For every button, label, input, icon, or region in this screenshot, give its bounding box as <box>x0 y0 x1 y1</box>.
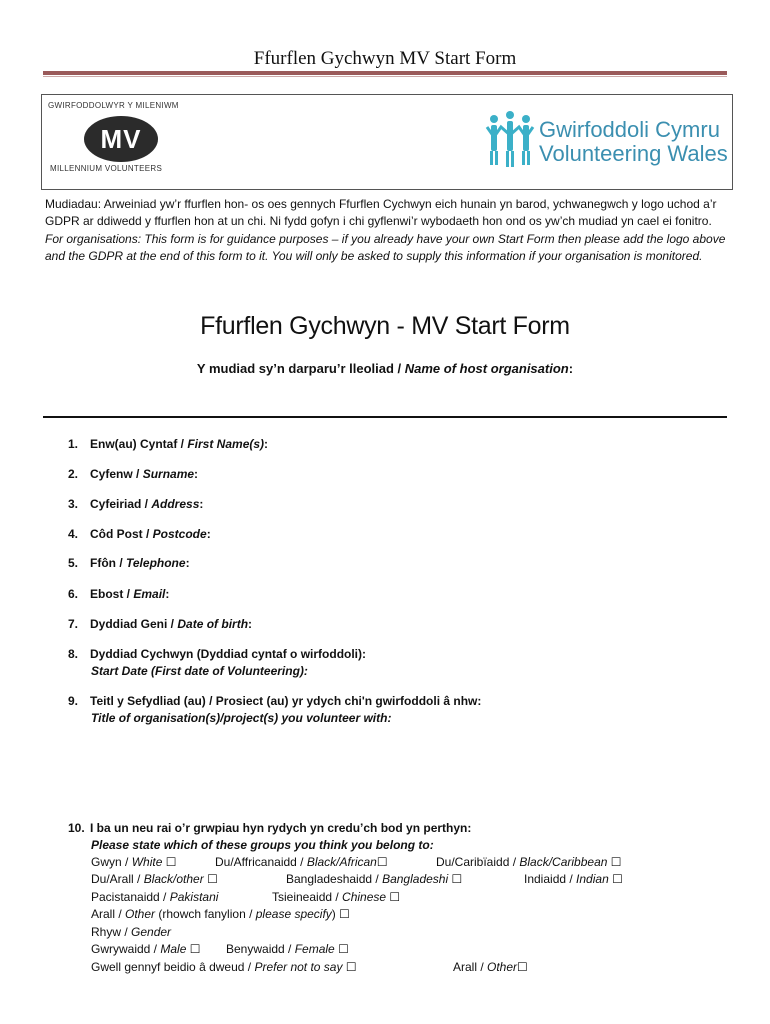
checkbox-icon[interactable]: ☐ <box>165 855 177 869</box>
option-indian[interactable] <box>524 872 623 886</box>
option-english: Prefer not to say <box>254 960 343 974</box>
intro-paragraph <box>45 196 735 266</box>
q-num: 4. <box>68 527 79 541</box>
option-male[interactable] <box>91 942 200 956</box>
option-black-african[interactable] <box>215 855 388 869</box>
question-start-date-english: Start Date (First date of Volunteering): <box>91 664 308 678</box>
option-welsh: Benywaidd / <box>226 942 295 956</box>
checkbox-icon[interactable]: ☐ <box>451 872 463 886</box>
q-welsh: Enw(au) Cyntaf / <box>90 437 188 451</box>
option-pakistani[interactable] <box>91 890 218 904</box>
q-num: 9. <box>68 694 79 708</box>
checkbox-icon[interactable]: ☐ <box>189 942 201 956</box>
q-welsh: Ebost / <box>90 587 134 601</box>
question-date-of-birth <box>68 617 252 631</box>
q-english: First Name(s) <box>187 437 265 451</box>
checkbox-icon[interactable]: ☐ <box>339 907 350 921</box>
option-welsh: Tsieineaidd / <box>272 890 343 904</box>
question-ethnic-group-english: Please state which of these groups you think you belong to: <box>91 838 434 852</box>
header-rule-thin <box>43 76 727 77</box>
question-email <box>68 587 169 601</box>
checkbox-icon[interactable]: ☐ <box>345 960 357 974</box>
q-english: Telephone <box>126 556 186 570</box>
option-english: Other <box>125 907 156 921</box>
header-rule <box>43 71 727 75</box>
mv-logo-mark: MV <box>84 116 158 162</box>
option-black-caribbean[interactable] <box>436 855 622 869</box>
q-num: 10. <box>68 821 85 835</box>
option-bangladeshi[interactable] <box>286 872 462 886</box>
q-end: : <box>264 437 269 451</box>
option-gender-other[interactable] <box>453 960 528 974</box>
checkbox-icon[interactable]: ☐ <box>389 890 401 904</box>
vw-logo-welsh: Gwirfoddoli Cymru <box>539 117 720 142</box>
q-welsh: Teitl y Sefydliad (au) / Prosiect (au) yr ydych chi'n gwirfoddoli â nhw: <box>90 694 482 708</box>
gender-english: Gender <box>131 925 172 939</box>
option-welsh: Gwyn / <box>91 855 132 869</box>
question-ethnic-group <box>68 821 471 835</box>
option-english: Chinese <box>342 890 387 904</box>
host-english: Name of host organisation <box>404 361 569 376</box>
q-end: : <box>194 467 199 481</box>
checkbox-icon[interactable]: ☐ <box>376 855 388 869</box>
option-english: Black/African <box>306 855 377 869</box>
q-num: 3. <box>68 497 79 511</box>
option-welsh: Pacistanaidd / <box>91 890 170 904</box>
option-other-detail: (rhowch fanylion / <box>155 907 256 921</box>
option-female[interactable] <box>226 942 349 956</box>
option-other-specify: please specify <box>255 907 332 921</box>
q-num: 5. <box>68 556 79 570</box>
header-title: Ffurflen Gychwyn MV Start Form <box>253 48 517 69</box>
q-welsh: Côd Post / <box>90 527 153 541</box>
option-welsh: Gwrywaidd / <box>91 942 161 956</box>
option-english: Female <box>294 942 335 956</box>
q-num: 2. <box>68 467 79 481</box>
option-welsh: Du/Caribïaidd / <box>436 855 520 869</box>
option-welsh: Indiaidd / <box>524 872 577 886</box>
question-organisation-title-english: Title of organisation(s)/project(s) you volunteer with: <box>91 711 392 725</box>
q-welsh: Cyfenw / <box>90 467 143 481</box>
option-welsh: Arall / <box>453 960 488 974</box>
gender-welsh: Rhyw / <box>91 925 132 939</box>
question-address <box>68 497 203 511</box>
q-welsh: Ffôn / <box>90 556 126 570</box>
option-black-other[interactable] <box>91 872 218 886</box>
option-english: Other <box>487 960 518 974</box>
q-end: : <box>185 556 190 570</box>
option-english: Pakistani <box>169 890 219 904</box>
question-first-name <box>68 437 268 451</box>
q-num: 7. <box>68 617 79 631</box>
option-english: Black/Caribbean <box>519 855 608 869</box>
q-end: : <box>199 497 204 511</box>
host-colon: : <box>568 361 574 376</box>
logo-banner <box>41 94 733 190</box>
q-num: 8. <box>68 647 79 661</box>
mv-logo-top-text: GWIRFODDOLWYR Y MILENIWM <box>48 101 179 110</box>
checkbox-icon[interactable]: ☐ <box>612 872 623 886</box>
q-english: Email <box>133 587 166 601</box>
checkbox-icon[interactable]: ☐ <box>338 942 349 956</box>
q-welsh: I ba un neu rai o’r grwpiau hyn rydych yn credu’ch bod yn perthyn: <box>90 821 472 835</box>
q-end: : <box>165 587 170 601</box>
q-num: 1. <box>68 437 79 451</box>
q-english: Date of birth <box>177 617 249 631</box>
q-num: 6. <box>68 587 79 601</box>
host-welsh: Y mudiad sy’n darparu’r lleoliad / <box>196 361 405 376</box>
form-title: Ffurflen Gychwyn - MV Start Form <box>200 312 570 340</box>
option-english: Indian <box>576 872 609 886</box>
option-welsh: Du/Arall / <box>91 872 144 886</box>
option-english: Bangladeshi <box>382 872 449 886</box>
question-surname <box>68 467 198 481</box>
q-end: : <box>248 617 253 631</box>
q-welsh: Dyddiad Cychwyn (Dyddiad cyntaf o wirfoddoli): <box>90 647 367 661</box>
q-english: Address <box>151 497 200 511</box>
mv-logo-bottom-text: MILLENNIUM VOLUNTEERS <box>50 164 163 173</box>
q-welsh: Dyddiad Geni / <box>90 617 178 631</box>
option-prefer-not-to-say[interactable] <box>91 960 357 974</box>
option-chinese[interactable] <box>272 890 400 904</box>
option-english: White <box>131 855 163 869</box>
host-org-label <box>0 361 770 376</box>
option-welsh: Bangladeshaidd / <box>286 872 383 886</box>
intro-welsh: Mudiadau: Arweiniad yw’r ffurflen hon- os oes gennych Ffurflen Cychwyn eich hunain yn barod, ychwanegwch y logo uchod a’r GDPR ar ddiwedd y ffurflen hon at un chi. Ni fydd gofyn i chi gyflenwi’r wybodaeth hon ond os yw’ch mudiad yn cael ei fonitro. <box>45 197 717 229</box>
q-english: Postcode <box>152 527 207 541</box>
question-start-date <box>68 647 366 661</box>
question-organisation-title <box>68 694 481 708</box>
option-other-close: ) <box>331 907 336 921</box>
gender-label <box>91 925 171 939</box>
intro-english: For organisations: This form is for guidance purposes – if you already have your own Start Form then please add the logo above and the GDPR at the end of this form to it. You will only be asked to supply this information if your organisation is monitored. <box>45 231 726 264</box>
host-org-input-line[interactable] <box>43 416 727 418</box>
q-english: Surname <box>142 467 195 481</box>
question-telephone <box>68 556 190 570</box>
option-white[interactable] <box>91 855 176 869</box>
vw-logo-english: Volunteering Wales <box>539 141 728 166</box>
option-other-ethnicity[interactable] <box>91 907 350 921</box>
option-welsh: Gwell gennyf beidio â dweud / <box>91 960 255 974</box>
option-welsh: Arall / <box>91 907 126 921</box>
question-postcode <box>68 527 211 541</box>
checkbox-icon[interactable]: ☐ <box>207 872 218 886</box>
volunteering-wales-figures-icon <box>485 109 535 169</box>
q-welsh: Cyfeiriad / <box>90 497 152 511</box>
option-english: Male <box>160 942 187 956</box>
option-english: Black/other <box>143 872 204 886</box>
option-welsh: Du/Affricanaidd / <box>215 855 307 869</box>
q-end: : <box>206 527 211 541</box>
checkbox-icon[interactable]: ☐ <box>610 855 622 869</box>
checkbox-icon[interactable]: ☐ <box>517 960 528 974</box>
